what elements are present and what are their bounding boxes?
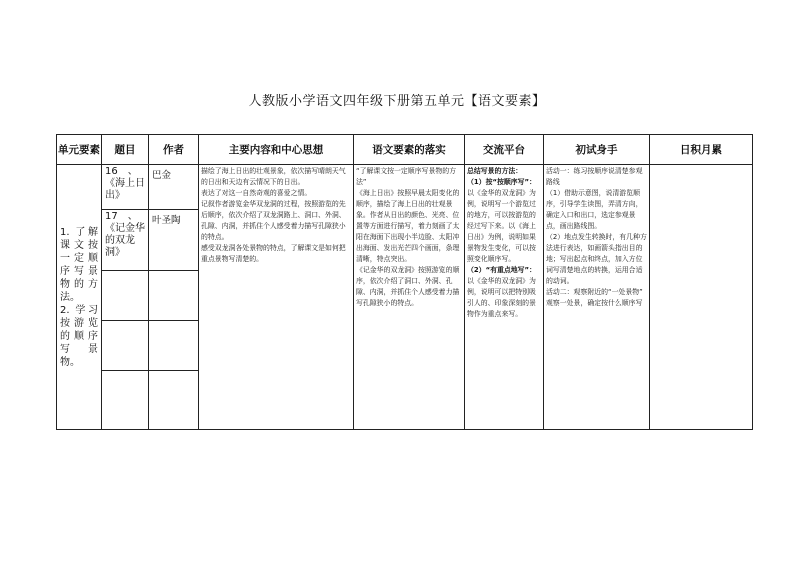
- header-practice: 语文要素的落实: [354, 135, 465, 165]
- exchange-method-1-label: （1）按“按顺序写”：: [467, 178, 536, 186]
- empty-cell: [149, 371, 199, 430]
- lesson-title: 16 、《海上日出》: [102, 165, 149, 210]
- lesson-author: 巴金: [149, 165, 199, 210]
- unit-objectives-cell: [57, 165, 102, 430]
- trial-paragraph: 活动二：观察附近的“一处景物”: [546, 288, 643, 296]
- empty-cell: [149, 271, 199, 321]
- header-unit-elements: 单元要素: [57, 135, 102, 165]
- unit-table: [56, 134, 753, 430]
- exchange-method-2-text: 以《金华的双龙洞》为例，说明可以把特别吸引人的、印象深刻的景物作为重点来写。: [467, 277, 536, 318]
- exchange-method-1-text: 以《金华的双龙洞》为例，说明写一个游览过的地方，可以按游览的经过写下来。以《海上日出》为例，说明如果景物发生变化，可以按照变化顺序写。: [467, 189, 536, 263]
- table-row: [57, 165, 753, 210]
- content-paragraph: 记叙作者游览金华双龙洞的过程，按照游览的先后顺序，依次介绍了双龙洞路上、洞口、外洞、孔隙、内洞，并抓住个人感受着力描写孔隙狭小的特点。: [201, 200, 346, 241]
- empty-cell: [149, 321, 199, 371]
- header-content: 主要内容和中心思想: [199, 135, 354, 165]
- content-paragraph: 表达了对这一自然奇观的喜爱之情。: [201, 189, 312, 197]
- objective-item: 1. 了解课文按一定顺序写景物的方法。: [60, 226, 98, 303]
- lesson-title: 17 、《记金华的双龙洞》: [102, 210, 149, 271]
- trial-cell: [544, 165, 650, 430]
- content-paragraph: 感受双龙洞各处景物的特点，了解课文是如何把重点景物写清楚的。: [201, 244, 346, 263]
- header-exchange: 交流平台: [465, 135, 544, 165]
- exchange-cell: [465, 165, 544, 430]
- header-row: [57, 135, 753, 165]
- accumulate-cell: [650, 165, 753, 430]
- lesson-author: 叶圣陶: [149, 210, 199, 271]
- empty-cell: [102, 271, 149, 321]
- header-accumulate: 日积月累: [650, 135, 753, 165]
- trial-paragraph: （1）借助示意图，说清游览顺序，引导学生读图，弄清方向，确定入口和出口，选定参观景点，画出路线图。: [546, 189, 643, 230]
- objective-item: 2. 学习按游览的顺序写景物。: [60, 304, 98, 368]
- trial-paragraph: （2）地点发生转换时，有几种方法进行表达，如画箭头指出目的地；写出起点和终点，加入方位词写清楚地点的转换，运用合适的动词。: [546, 233, 647, 285]
- trial-paragraph: 活动一：练习按顺序说清楚参观路线: [546, 167, 643, 186]
- exchange-method-2-label: （2）“有重点地写”：: [467, 266, 536, 274]
- practice-paragraph: 《记金华的双龙洞》按照游览的顺序，依次介绍了洞口、外洞、孔隙、内洞，并抓住个人感受着力描写孔隙狭小的特点。: [356, 266, 460, 307]
- document-title: 人教版小学语文四年级下册第五单元【语文要素】: [248, 94, 546, 109]
- header-trial: 初试身手: [544, 135, 650, 165]
- header-topic: 题目: [102, 135, 149, 165]
- trial-paragraph: 观察一处景，确定按什么顺序写: [546, 299, 643, 307]
- content-cell: [199, 165, 354, 430]
- practice-paragraph: 《海上日出》按照早晨太阳变化的顺序，描绘了海上日出的壮观景象。作者从日出的颜色、光亮、位置等方面进行描写，着力刻画了太阳在海面下出现小半边脸、太阳冲出海面、发出光芒四个画面，条理清晰，特点突出。: [356, 189, 460, 263]
- practice-cell: [354, 165, 465, 430]
- exchange-heading: 总结写景的方法：: [467, 167, 523, 175]
- content-paragraph: 描绘了海上日出的壮观景象，依次描写晴朗天气的日出和天边有云情况下的日出。: [201, 167, 346, 186]
- practice-paragraph: “了解课文按一定顺序写景物的方法”: [356, 167, 457, 186]
- empty-cell: [102, 371, 149, 430]
- empty-cell: [102, 321, 149, 371]
- header-author: 作者: [149, 135, 199, 165]
